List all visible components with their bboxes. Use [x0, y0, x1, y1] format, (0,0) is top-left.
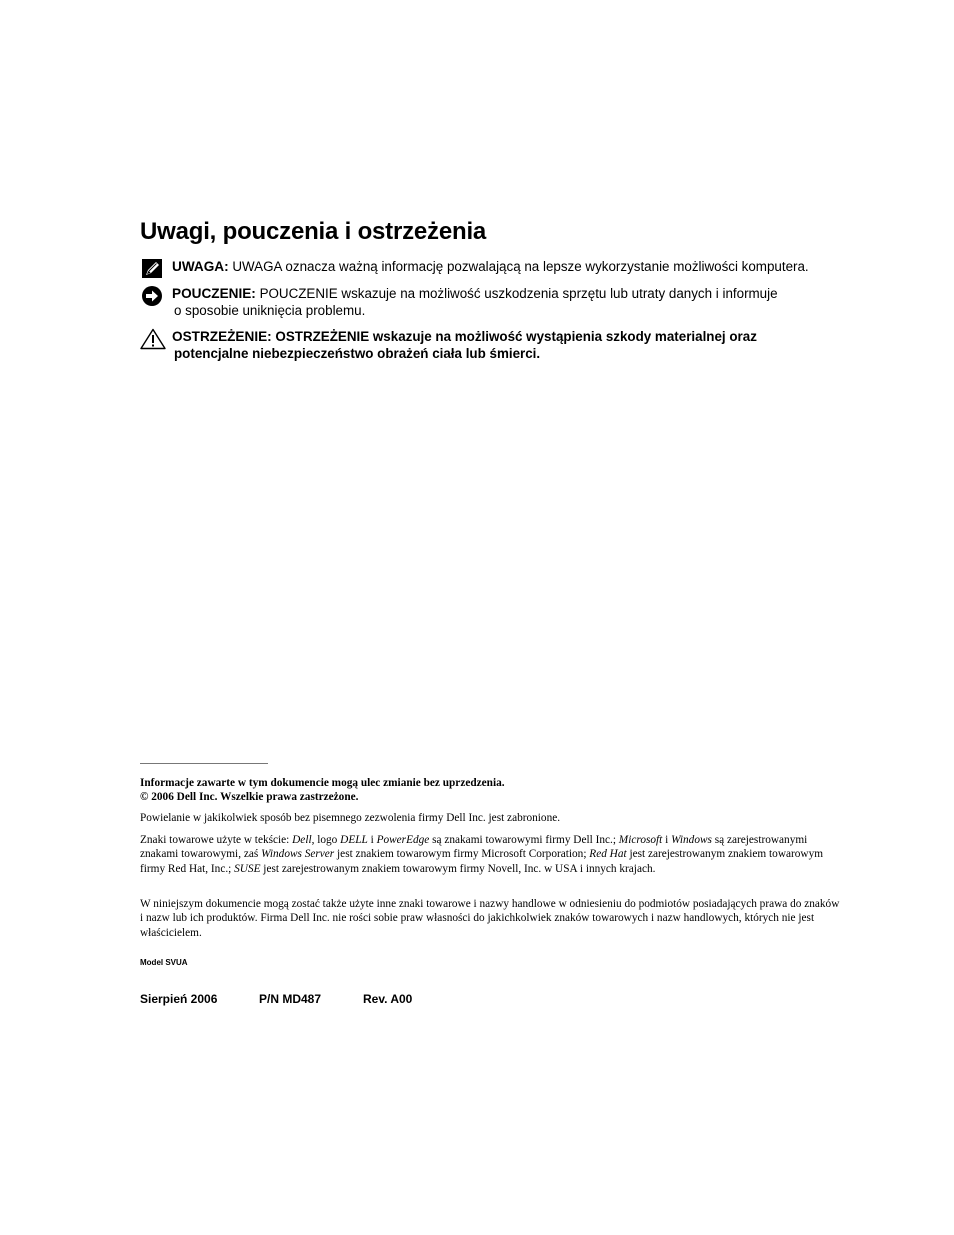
note-uwaga-text: UWAGA oznacza ważną informację pozwalającą na lepsze wykorzystanie możliwości komputera.: [228, 259, 809, 274]
trademarks-text: jest zarejestrowanym znakiem towarowym firmy Novell, Inc. w USA i innych krajach.: [260, 862, 656, 875]
document-footer: [140, 992, 412, 1006]
note-pouczenie-line2: o sposobie uniknięcia problemu.: [174, 303, 366, 318]
trademark-dell-logo: DELL: [340, 834, 368, 846]
trademark-red-hat: Red Hat: [589, 848, 627, 861]
note-uwaga-line: [140, 258, 860, 275]
change-notice-text: Informacje zawarte w tym dokumencie mogą ulec zmianie bez uprzedzenia.: [140, 777, 505, 789]
legal-other-trademarks: W niniejszym dokumencie mogą zostać także użyte inne znaki towarowe i nazwy handlowe w odniesieniu do podmiotów posiadających prawa do znaków i nazw lub ich produktów. Firma Dell Inc. nie rości sobie praw własności do jakichkolwiek znaków towarowych i nazw handlowych, których nie jest właścicielem.: [140, 898, 840, 939]
trademarks-text: są znakami towarowymi firmy Dell Inc.;: [429, 834, 619, 846]
publication-date: Sierpień 2006: [140, 992, 218, 1006]
note-pouczenie-text: POUCZENIE wskazuje na możliwość uszkodzenia sprzętu lub utraty danych i informuje: [255, 286, 778, 301]
note-pouczenie: [140, 285, 860, 319]
pencil-note-icon: [140, 258, 164, 280]
part-number: P/N MD487: [259, 992, 322, 1006]
revision: Rev. A00: [363, 992, 413, 1006]
legal-trademarks: [140, 833, 845, 876]
warning-triangle-icon: [140, 328, 164, 350]
page-title: Uwagi, pouczenia i ostrzeżenia: [140, 218, 487, 245]
note-pouczenie-label: POUCZENIE:: [172, 286, 256, 301]
trademarks-text: , logo: [311, 834, 341, 846]
trademark-windows: Windows: [671, 834, 712, 846]
note-pouczenie-line1: [140, 285, 860, 302]
copyright-text: © 2006 Dell Inc. Wszelkie prawa zastrzeżone.: [140, 791, 359, 804]
trademarks-text: i: [367, 834, 377, 846]
note-ostrzezenie: [140, 328, 860, 362]
trademark-suse: SUSE: [234, 862, 261, 875]
trademarks-text: jest znakiem towarowym firmy Microsoft Corporation;: [334, 848, 590, 861]
note-ostrzezenie-label: OSTRZEŻENIE:: [172, 329, 272, 344]
note-uwaga: [140, 258, 860, 275]
trademark-windows-server: Windows Server: [261, 848, 335, 861]
note-ostrzezenie-line1: [140, 328, 860, 345]
trademark-poweredge: PowerEdge: [376, 834, 430, 846]
trademark-dell: Dell: [292, 834, 312, 846]
note-ostrzezenie-line2: potencjalne niebezpieczeństwo obrażeń ciała lub śmierci.: [174, 346, 541, 361]
trademarks-text: są zarejestrowanymi znakami towarowymi, zaś: [140, 834, 808, 861]
footnote-divider: [140, 763, 268, 764]
trademarks-text: Znaki towarowe użyte w tekście:: [140, 834, 293, 846]
legal-change-notice: [140, 776, 845, 805]
note-uwaga-label: UWAGA:: [172, 259, 229, 274]
arrow-circle-icon: [140, 285, 164, 307]
legal-reproduction: Powielanie w jakikolwiek sposób bez pisemnego zezwolenia firmy Dell Inc. jest zabronione.: [140, 812, 561, 824]
note-ostrzezenie-text: OSTRZEŻENIE wskazuje na możliwość wystąpienia szkody materialnej oraz: [271, 329, 757, 344]
model-number: Model SVUA: [140, 958, 188, 967]
trademarks-text: jest zarejestrowanym znakiem towarowym firmy Red Hat, Inc.;: [140, 848, 824, 875]
trademark-microsoft: Microsoft: [618, 834, 663, 846]
trademarks-text: i: [662, 834, 672, 846]
